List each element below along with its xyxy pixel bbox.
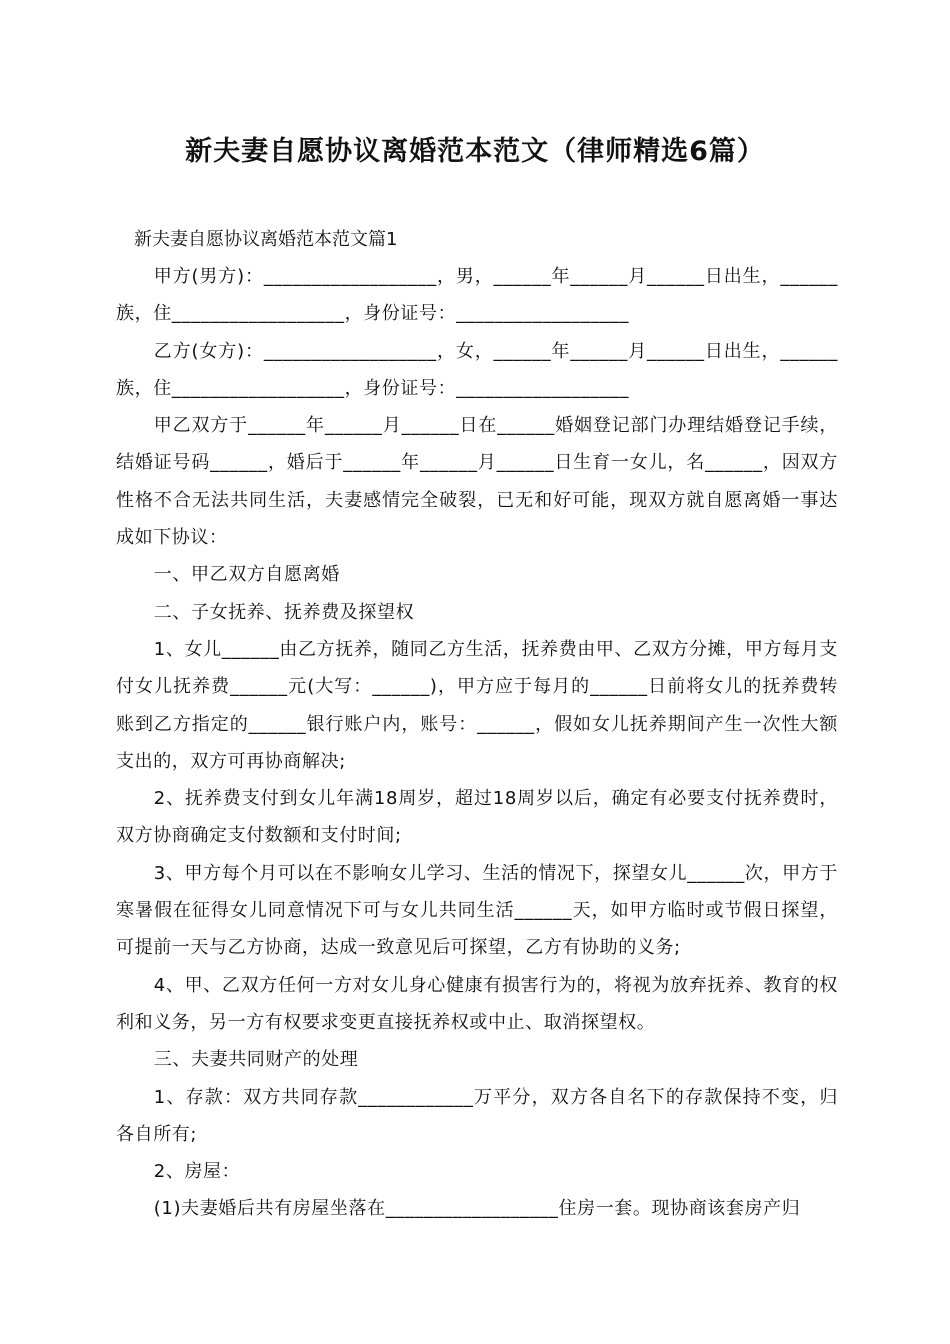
document-body — [116, 258, 838, 1228]
custody-item-2: 2、抚养费支付到女儿年满18周岁，超过18周岁以后，确定有必要支付抚养费时，双方协商确定支付数额和支付时间; — [116, 788, 838, 847]
custody-item-4: 4、甲、乙双方任何一方对女儿身心健康有损害行为的，将视为放弃抚养、教育的权利和义务，另一方有权要求变更直接抚养权或中止、取消探望权。 — [116, 974, 838, 1033]
party-b-info: 乙方(女方)：__________________，女，______年______月______日出生，______族，住__________________，身份证号：__________________ — [116, 340, 838, 399]
property-item-1: 1、存款：双方共同存款____________万平分，双方各自名下的存款保持不变，归各自所有; — [116, 1086, 838, 1145]
custody-item-1: 1、女儿______由乙方抚养，随同乙方生活，抚养费由甲、乙双方分摊，甲方每月支付女儿抚养费______元(大写：______)，甲方应于每月的______日前将女儿的抚养费转账到乙方指定的______银行账户内，账号：______，假如女儿抚养期间产生一次性大额支出的，双方可再协商解决; — [116, 638, 838, 772]
marriage-background: 甲乙双方于______年______月______日在______婚姻登记部门办理结婚登记手续，结婚证号码______，婚后于______年______月______日生育一女儿，名______，因双方性格不合无法共同生活，夫妻感情完全破裂，已无和好可能，现双方就自愿离婚一事达成如下协议： — [116, 415, 838, 549]
property-subitem-1: (1)夫妻婚后共有房屋坐落在__________________住房一套。现协商该套房产归 — [153, 1198, 801, 1220]
clause-heading-1: 一、甲乙双方自愿离婚 — [153, 564, 340, 586]
clause-heading-3: 三、夫妻共同财产的处理 — [153, 1049, 359, 1071]
document-title: 新夫妻自愿协议离婚范本范文（律师精选6篇） — [185, 136, 765, 167]
clause-heading-2: 二、子女抚养、抚养费及探望权 — [153, 601, 415, 623]
section-heading: 新夫妻自愿协议离婚范本范文篇1 — [134, 229, 398, 250]
party-a-info: 甲方(男方)：__________________，男，______年______月______日出生，______族，住__________________，身份证号：__________________ — [116, 266, 838, 325]
custody-item-3: 3、甲方每个月可以在不影响女儿学习、生活的情况下，探望女儿______次，甲方于寒暑假在征得女儿同意情况下可与女儿共同生活______天，如甲方临时或节假日探望，可提前一天与乙方协商，达成一致意见后可探望，乙方有协助的义务; — [116, 862, 838, 959]
property-item-2: 2、房屋： — [153, 1161, 241, 1183]
